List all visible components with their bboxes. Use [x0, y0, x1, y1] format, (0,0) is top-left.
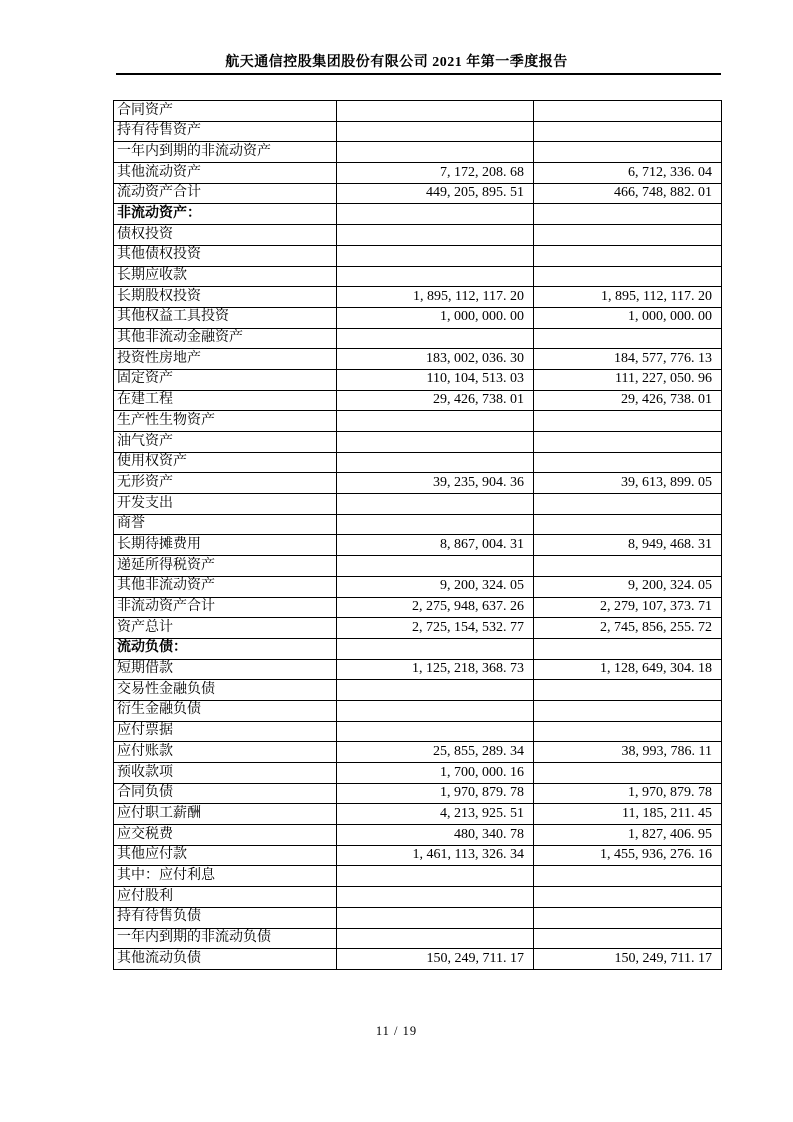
- amount-col2-cell: [534, 452, 722, 473]
- row-label-cell: 交易性金融负债: [114, 680, 337, 701]
- row-label-cell: 短期借款: [114, 659, 337, 680]
- row-label-cell: 资产总计: [114, 618, 337, 639]
- table-row: [114, 432, 722, 453]
- amount-col2-cell: 150, 249, 711. 17: [534, 949, 722, 970]
- amount-col1-cell: [337, 928, 534, 949]
- row-label-cell: 合同资产: [114, 101, 337, 122]
- amount-col2-cell: 1, 128, 649, 304. 18: [534, 659, 722, 680]
- amount-col1-cell: [337, 204, 534, 225]
- amount-col2-cell: [534, 225, 722, 246]
- table-row: [114, 473, 722, 494]
- amount-col1-cell: 449, 205, 895. 51: [337, 183, 534, 204]
- amount-col1-cell: 4, 213, 925. 51: [337, 804, 534, 825]
- row-label-cell: 流动资产合计: [114, 183, 337, 204]
- row-label-cell: 商誉: [114, 514, 337, 535]
- table-row: [114, 266, 722, 287]
- amount-col1-cell: [337, 494, 534, 515]
- amount-col2-cell: [534, 266, 722, 287]
- table-row: [114, 928, 722, 949]
- amount-col2-cell: [534, 411, 722, 432]
- row-label-cell: 长期待摊费用: [114, 535, 337, 556]
- amount-col2-cell: 466, 748, 882. 01: [534, 183, 722, 204]
- table-row: [114, 763, 722, 784]
- amount-col2-cell: [534, 432, 722, 453]
- amount-col1-cell: [337, 887, 534, 908]
- row-label-cell: 非流动资产合计: [114, 597, 337, 618]
- amount-col2-cell: [534, 328, 722, 349]
- amount-col1-cell: [337, 245, 534, 266]
- row-label-cell: 合同负债: [114, 783, 337, 804]
- amount-col1-cell: [337, 680, 534, 701]
- table-row: [114, 659, 722, 680]
- amount-col2-cell: [534, 928, 722, 949]
- amount-col1-cell: 8, 867, 004. 31: [337, 535, 534, 556]
- table-row: [114, 804, 722, 825]
- row-label-cell: 应交税费: [114, 825, 337, 846]
- table-row: [114, 535, 722, 556]
- amount-col1-cell: [337, 514, 534, 535]
- row-label-cell: 使用权资产: [114, 452, 337, 473]
- amount-col2-cell: 111, 227, 050. 96: [534, 369, 722, 390]
- table-row: [114, 700, 722, 721]
- amount-col1-cell: 1, 125, 218, 368. 73: [337, 659, 534, 680]
- amount-col2-cell: [534, 101, 722, 122]
- table-row: [114, 845, 722, 866]
- table-row: [114, 390, 722, 411]
- table-row: [114, 204, 722, 225]
- amount-col1-cell: [337, 121, 534, 142]
- amount-col2-cell: 8, 949, 468. 31: [534, 535, 722, 556]
- amount-col2-cell: 11, 185, 211. 45: [534, 804, 722, 825]
- row-label-cell: 持有待售负债: [114, 907, 337, 928]
- table-row: [114, 142, 722, 163]
- table-row: [114, 638, 722, 659]
- amount-col2-cell: 1, 000, 000. 00: [534, 307, 722, 328]
- amount-col1-cell: 7, 172, 208. 68: [337, 163, 534, 184]
- amount-col2-cell: 2, 279, 107, 373. 71: [534, 597, 722, 618]
- row-label-cell: 长期股权投资: [114, 287, 337, 308]
- amount-col1-cell: 1, 700, 000. 16: [337, 763, 534, 784]
- amount-col2-cell: [534, 494, 722, 515]
- row-label-cell: 递延所得税资产: [114, 556, 337, 577]
- row-label-cell: 一年内到期的非流动资产: [114, 142, 337, 163]
- row-label-cell: 在建工程: [114, 390, 337, 411]
- amount-col2-cell: [534, 700, 722, 721]
- row-label-cell: 应付股利: [114, 887, 337, 908]
- table-row: [114, 163, 722, 184]
- amount-col1-cell: 25, 855, 289. 34: [337, 742, 534, 763]
- amount-col1-cell: [337, 101, 534, 122]
- row-label-cell: 投资性房地产: [114, 349, 337, 370]
- amount-col1-cell: 1, 000, 000. 00: [337, 307, 534, 328]
- amount-col2-cell: [534, 907, 722, 928]
- row-label-cell: 长期应收款: [114, 266, 337, 287]
- table-row: [114, 225, 722, 246]
- amount-col2-cell: [534, 514, 722, 535]
- amount-col1-cell: 1, 970, 879. 78: [337, 783, 534, 804]
- amount-col2-cell: [534, 721, 722, 742]
- table-row: [114, 494, 722, 515]
- amount-col2-cell: [534, 121, 722, 142]
- row-label-cell: 其中：应付利息: [114, 866, 337, 887]
- amount-col2-cell: 38, 993, 786. 11: [534, 742, 722, 763]
- amount-col1-cell: [337, 266, 534, 287]
- table-row: [114, 680, 722, 701]
- amount-col2-cell: [534, 866, 722, 887]
- table-row: [114, 576, 722, 597]
- amount-col1-cell: [337, 556, 534, 577]
- amount-col1-cell: [337, 411, 534, 432]
- table-row: [114, 597, 722, 618]
- row-label-cell: 其他非流动资产: [114, 576, 337, 597]
- amount-col1-cell: 2, 275, 948, 637. 26: [337, 597, 534, 618]
- row-label-cell: 开发支出: [114, 494, 337, 515]
- row-label-cell: 生产性生物资产: [114, 411, 337, 432]
- amount-col2-cell: 6, 712, 336. 04: [534, 163, 722, 184]
- table-row: [114, 721, 722, 742]
- page-number: 11 / 19: [375, 1024, 418, 1038]
- amount-col1-cell: [337, 721, 534, 742]
- amount-col1-cell: 29, 426, 738. 01: [337, 390, 534, 411]
- amount-col2-cell: [534, 204, 722, 225]
- amount-col2-cell: [534, 887, 722, 908]
- row-label-cell: 流动负债：: [114, 638, 337, 659]
- table-row: [114, 742, 722, 763]
- row-label-cell: 其他流动负债: [114, 949, 337, 970]
- amount-col1-cell: [337, 142, 534, 163]
- amount-col2-cell: 1, 455, 936, 276. 16: [534, 845, 722, 866]
- table-row: [114, 887, 722, 908]
- amount-col1-cell: 2, 725, 154, 532. 77: [337, 618, 534, 639]
- amount-col1-cell: 110, 104, 513. 03: [337, 369, 534, 390]
- amount-col2-cell: 1, 895, 112, 117. 20: [534, 287, 722, 308]
- row-label-cell: 其他权益工具投资: [114, 307, 337, 328]
- table-row: [114, 452, 722, 473]
- row-label-cell: 持有待售资产: [114, 121, 337, 142]
- amount-col1-cell: 150, 249, 711. 17: [337, 949, 534, 970]
- row-label-cell: 无形资产: [114, 473, 337, 494]
- row-label-cell: 固定资产: [114, 369, 337, 390]
- table-row: [114, 369, 722, 390]
- table-row: [114, 121, 722, 142]
- row-label-cell: 其他非流动金融资产: [114, 328, 337, 349]
- amount-col2-cell: 2, 745, 856, 255. 72: [534, 618, 722, 639]
- table-row: [114, 556, 722, 577]
- row-label-cell: 其他应付款: [114, 845, 337, 866]
- amount-col2-cell: 9, 200, 324. 05: [534, 576, 722, 597]
- row-label-cell: 一年内到期的非流动负债: [114, 928, 337, 949]
- row-label-cell: 其他债权投资: [114, 245, 337, 266]
- table-row: [114, 825, 722, 846]
- amount-col2-cell: [534, 556, 722, 577]
- table-row: [114, 783, 722, 804]
- header-rule: [116, 73, 721, 75]
- amount-col1-cell: 1, 895, 112, 117. 20: [337, 287, 534, 308]
- amount-col2-cell: 1, 827, 406. 95: [534, 825, 722, 846]
- table-row: [114, 183, 722, 204]
- row-label-cell: 非流动资产：: [114, 204, 337, 225]
- amount-col1-cell: [337, 432, 534, 453]
- row-label-cell: 应付职工薪酬: [114, 804, 337, 825]
- amount-col1-cell: [337, 866, 534, 887]
- table-row: [114, 907, 722, 928]
- amount-col1-cell: [337, 638, 534, 659]
- amount-col2-cell: [534, 680, 722, 701]
- balance-sheet-table: [113, 100, 722, 970]
- amount-col2-cell: [534, 763, 722, 784]
- amount-col1-cell: [337, 452, 534, 473]
- table-row: [114, 245, 722, 266]
- balance-table-body: [114, 101, 722, 970]
- row-label-cell: 应付票据: [114, 721, 337, 742]
- amount-col2-cell: 39, 613, 899. 05: [534, 473, 722, 494]
- amount-col2-cell: [534, 245, 722, 266]
- table-row: [114, 949, 722, 970]
- amount-col1-cell: 39, 235, 904. 36: [337, 473, 534, 494]
- table-row: [114, 328, 722, 349]
- amount-col2-cell: [534, 638, 722, 659]
- amount-col1-cell: [337, 907, 534, 928]
- amount-col1-cell: [337, 700, 534, 721]
- row-label-cell: 其他流动资产: [114, 163, 337, 184]
- amount-col1-cell: 9, 200, 324. 05: [337, 576, 534, 597]
- row-label-cell: 预收款项: [114, 763, 337, 784]
- row-label-cell: 油气资产: [114, 432, 337, 453]
- table-row: [114, 287, 722, 308]
- report-header-title: 航天通信控股集团股份有限公司 2021 年第一季度报告: [225, 55, 568, 70]
- amount-col1-cell: 183, 002, 036. 30: [337, 349, 534, 370]
- row-label-cell: 衍生金融负债: [114, 700, 337, 721]
- amount-col1-cell: 1, 461, 113, 326. 34: [337, 845, 534, 866]
- table-row: [114, 349, 722, 370]
- amount-col1-cell: 480, 340. 78: [337, 825, 534, 846]
- amount-col2-cell: [534, 142, 722, 163]
- amount-col2-cell: 184, 577, 776. 13: [534, 349, 722, 370]
- row-label-cell: 债权投资: [114, 225, 337, 246]
- table-row: [114, 866, 722, 887]
- table-row: [114, 411, 722, 432]
- amount-col1-cell: [337, 328, 534, 349]
- amount-col1-cell: [337, 225, 534, 246]
- row-label-cell: 应付账款: [114, 742, 337, 763]
- table-row: [114, 101, 722, 122]
- table-row: [114, 514, 722, 535]
- amount-col2-cell: 1, 970, 879. 78: [534, 783, 722, 804]
- amount-col2-cell: 29, 426, 738. 01: [534, 390, 722, 411]
- table-row: [114, 307, 722, 328]
- table-row: [114, 618, 722, 639]
